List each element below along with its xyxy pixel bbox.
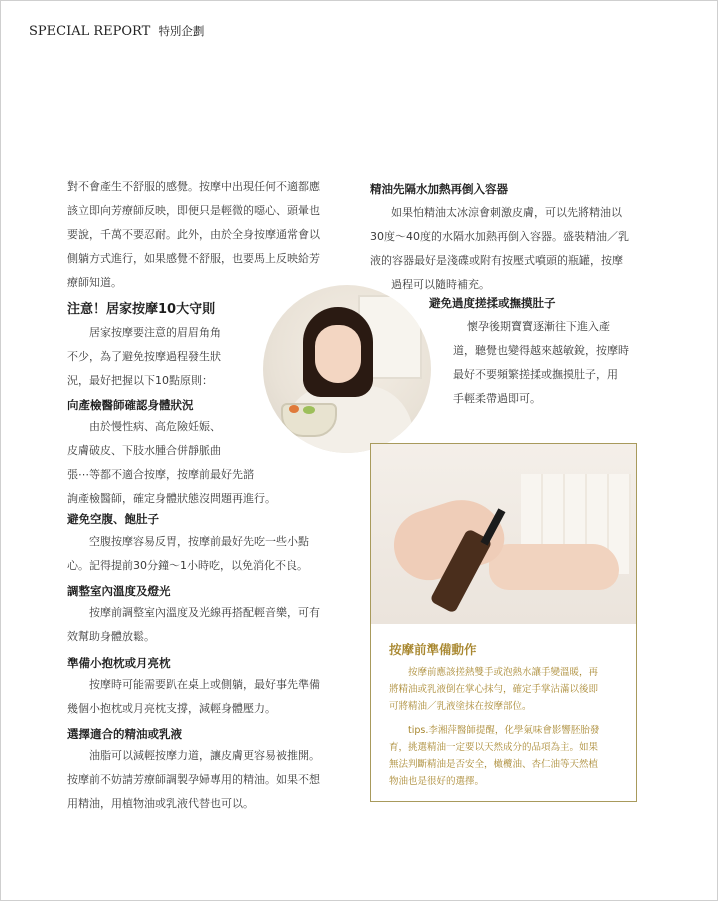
rule-line: 用精油，用植物油或乳液代替也可以。 (67, 797, 254, 810)
rule-title: 準備小抱枕或月亮枕 (67, 656, 171, 670)
page-header (29, 23, 204, 39)
section-title: 注意！居家按摩10大守則 (67, 302, 216, 317)
rule-line: 油脂可以減輕按摩力道，讓皮膚更容易被推開。 (89, 749, 320, 762)
header-subtitle: 特別企劃 (158, 24, 205, 38)
rule-title: 精油先隔水加熱再倒入容器 (370, 182, 508, 196)
rule-line: 30度～40度的水隔水加熱再倒入容器。盛裝精油／乳 (370, 230, 629, 243)
rule-line: 如果怕精油太冰涼會刺激皮膚，可以先將精油以 (391, 206, 622, 219)
rule-line: 液的容器最好是淺碟或附有按壓式噴頭的瓶罐，按摩 (370, 254, 623, 267)
tip-body-line: 按摩前應該搓熱雙手或泡熱水讓手變溫暖，再 (408, 667, 599, 678)
rule-line: 按摩前不妨請芳療師調製孕婦專用的精油。如果不想 (67, 773, 320, 786)
rule-title: 選擇適合的精油或乳液 (67, 727, 182, 741)
rule-line: 詢產檢醫師，確定身體狀態沒問題再進行。 (67, 492, 276, 505)
tip-note-line: 無法判斷精油是否安全，橄欖油、杏仁油等天然植 (389, 759, 599, 770)
rule-line: 心。記得提前30分鐘～1小時吃，以免消化不良。 (67, 559, 308, 572)
section-intro-line: 不少，為了避免按摩過程發生狀 (67, 350, 221, 363)
tip-box (370, 443, 637, 802)
rule-line: 張⋯等都不適合按摩，按摩前最好先諮 (67, 468, 254, 481)
pregnant-woman-photo (263, 285, 431, 453)
rule-line: 效幫助身體放鬆。 (67, 630, 155, 643)
tip-body-line: 將精油或乳液倒在掌心抹勻，確定手掌沾滿以後即 (389, 684, 599, 695)
rule-line: 由於慢性病、高危險妊娠、 (89, 420, 221, 433)
rule-line: 按摩前調整室內溫度及光線再搭配輕音樂，可有 (89, 606, 320, 619)
tip-note-line: 物油也是很好的選擇。 (389, 776, 485, 787)
intro-line: 要說，千萬不要忍耐。此外，由於全身按摩通常會以 (67, 228, 320, 241)
tip-note-line: 育，挑選精油一定要以天然成分的品項為主。如果 (389, 742, 599, 753)
tip-body-line: 可將精油／乳液塗抹在按摩部位。 (389, 701, 532, 712)
intro-line: 療師知道。 (67, 276, 122, 289)
rule-line: 幾個小抱枕或月亮枕支撐，減輕身體壓力。 (67, 702, 276, 715)
section-intro-line: 居家按摩要注意的眉眉角角 (89, 326, 221, 339)
rule-title: 避免過度搓揉或撫摸肚子 (429, 296, 556, 310)
rule-line: 過程可以隨時補充。 (391, 278, 490, 291)
intro-line: 側躺方式進行，如果感覺不舒服，也要馬上反映給芳 (67, 252, 320, 265)
rule-line: 皮膚破皮、下肢水腫合併靜脈曲 (67, 444, 221, 457)
massage-oil-photo (371, 444, 636, 624)
rule-line: 手輕柔帶過即可。 (453, 392, 541, 405)
intro-line: 對不會產生不舒服的感覺。按摩中出現任何不適都應 (67, 180, 320, 193)
section-intro-line: 況，最好把握以下10點原則： (67, 374, 213, 387)
tip-title: 按摩前準備動作 (389, 642, 477, 657)
rule-line: 懷孕後期寶寶逐漸往下進入產 (467, 320, 610, 333)
rule-line: 道，聽覺也變得越來越敏銳，按摩時 (453, 344, 629, 357)
rule-line: 最好不要頻繁搓揉或撫摸肚子，用 (453, 368, 618, 381)
header-title: SPECIAL REPORT (29, 24, 151, 39)
rule-line: 按摩時可能需要趴在桌上或側躺，最好事先準備 (89, 678, 320, 691)
rule-title: 避免空腹、飽肚子 (67, 512, 159, 526)
intro-line: 該立即向芳療師反映，即便只是輕微的噁心、頭暈也 (67, 204, 320, 217)
rule-title: 調整室內溫度及燈光 (67, 584, 171, 598)
tip-note-line: tips.李湘萍醫師提醒，化學氣味會影響胚胎發 (408, 725, 600, 736)
rule-line: 空腹按摩容易反胃，按摩前最好先吃一些小點 (89, 535, 309, 548)
rule-title: 向產檢醫師確認身體狀況 (67, 398, 194, 412)
